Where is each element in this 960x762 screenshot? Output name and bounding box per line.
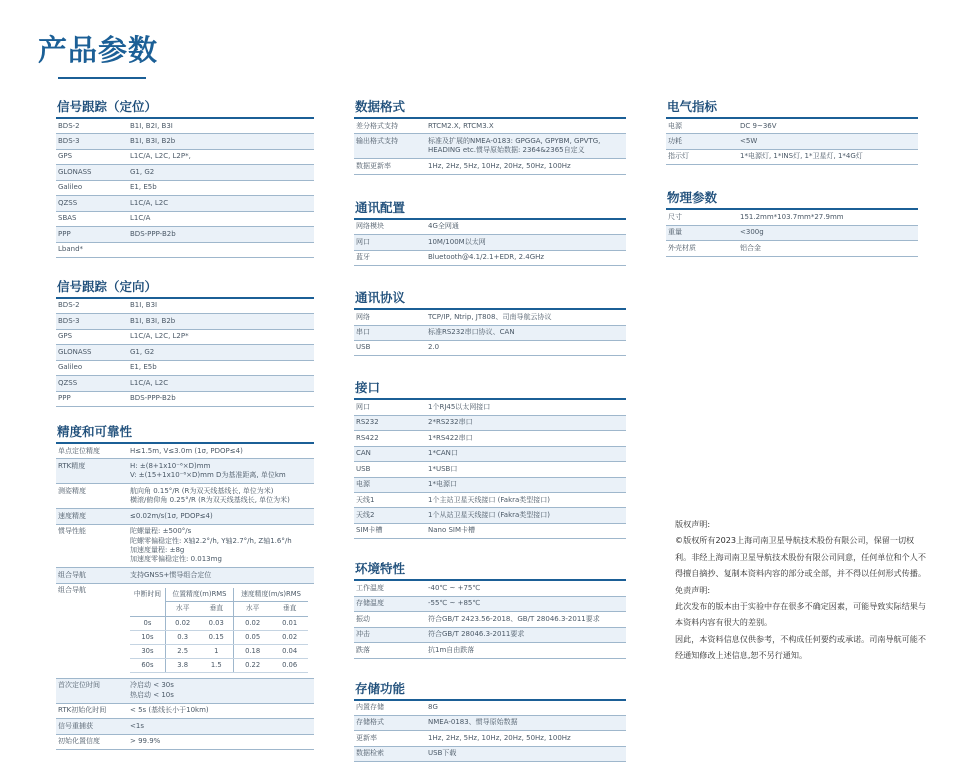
table-cell: 0.06 (271, 659, 308, 673)
table-row (56, 524, 314, 568)
table-row (354, 235, 626, 250)
section-environment (354, 557, 626, 658)
spec-key: QZSS (56, 376, 128, 391)
spec-key: 振动 (354, 612, 426, 627)
spec-table (354, 701, 626, 762)
table-row (354, 731, 626, 746)
spec-value: H≤1.5m, V≤3.0m (1σ, PDOP≤4) (128, 444, 314, 459)
spec-table (666, 210, 918, 256)
spec-value-line: 陀螺量程: ±500°/s (130, 527, 312, 536)
spec-key: 跌落 (354, 643, 426, 658)
spec-key: 冲击 (354, 627, 426, 642)
table-row (354, 431, 626, 446)
spec-key: QZSS (56, 196, 128, 211)
spec-value: L1C/A, L2C (128, 376, 314, 391)
spec-value: G1, G2 (128, 165, 314, 180)
table-row (56, 180, 314, 195)
table-cell: 1.5 (199, 659, 233, 673)
section-tracking-positioning (56, 95, 314, 258)
spec-value: 1*RS422串口 (426, 431, 626, 446)
table-row (666, 119, 918, 134)
table-row (666, 225, 918, 240)
spec-value-line: 陀螺零偏稳定性: X轴2.2°/h, Y轴2.7°/h, Z轴1.6°/h (130, 537, 312, 546)
section-title: 接口 (354, 376, 626, 400)
spec-key: 速度精度 (56, 509, 128, 524)
table-row (56, 345, 314, 360)
spec-table (56, 299, 314, 407)
spec-value: 1*电源灯, 1*INS灯, 1*卫星灯, 1*4G灯 (738, 149, 918, 164)
spec-key: RS232 (354, 415, 426, 430)
table-row (56, 734, 314, 749)
section-tracking-heading (56, 275, 314, 407)
spec-key: 重量 (666, 225, 738, 240)
spec-value: 1*CAN口 (426, 446, 626, 461)
spec-key: RTK初始化时间 (56, 703, 128, 718)
spec-value: 4G全网通 (426, 220, 626, 235)
spec-value (128, 484, 314, 509)
spec-key: BDS-2 (56, 119, 128, 134)
spec-key: 组合导航 (56, 583, 128, 678)
spec-value: L1C/A (128, 211, 314, 226)
spec-key: 蓝牙 (354, 250, 426, 265)
table-row (354, 701, 626, 716)
section-title: 通讯协议 (354, 286, 626, 310)
spec-key: USB (354, 340, 426, 355)
spec-value: 151.2mm*103.7mm*27.9mm (738, 210, 918, 225)
column-header: 垂直 (271, 602, 308, 616)
spec-value: 1Hz, 2Hz, 5Hz, 10Hz, 20Hz, 50Hz, 100Hz (426, 159, 626, 174)
section-accuracy (56, 420, 314, 750)
spec-key: 惯导性能 (56, 524, 128, 568)
column-header: 水平 (165, 602, 199, 616)
integrated-accuracy-body (130, 616, 308, 673)
table-row (354, 415, 626, 430)
spec-value: <1s (128, 719, 314, 734)
spec-key: 网口 (354, 235, 426, 250)
column-right (666, 95, 918, 257)
spec-key: SIM卡槽 (354, 523, 426, 538)
spec-key: GLONASS (56, 165, 128, 180)
spec-key: 内置存储 (354, 701, 426, 716)
spec-value: 10M/100M以太网 (426, 235, 626, 250)
spec-value: B1I, B3I, B2b (128, 134, 314, 149)
table-row (56, 299, 314, 314)
spec-value (128, 242, 314, 257)
disclaimer-heading: 免责声明: (675, 582, 929, 598)
spec-value: < 5s (基线长小于10km) (128, 703, 314, 718)
section-title: 环境特性 (354, 557, 626, 581)
section-interface (354, 376, 626, 539)
spec-value: Bluetooth@4.1/2.1+EDR, 2.4GHz (426, 250, 626, 265)
table-row (666, 241, 918, 256)
spec-key: BDS-3 (56, 134, 128, 149)
spec-value: > 99.9% (128, 734, 314, 749)
table-cell: 0.02 (165, 616, 199, 630)
spec-table (354, 119, 626, 175)
table-row (56, 678, 314, 703)
spec-value: 铝合金 (738, 241, 918, 256)
spec-key: 串口 (354, 325, 426, 340)
spec-value: RTCM2.X, RTCM3.X (426, 119, 626, 134)
spec-value-line: 航向角 0.15°/R (R为双天线基线长, 单位为米) (130, 487, 312, 496)
table-row (666, 149, 918, 164)
spec-key: 网络模块 (354, 220, 426, 235)
spec-value: 8G (426, 701, 626, 716)
table-row (354, 581, 626, 596)
table-row (354, 250, 626, 265)
section-title: 存储功能 (354, 677, 626, 701)
spec-key: BDS-2 (56, 299, 128, 314)
spec-value-line: H: ±(8+1x10⁻⁶×D)mm (130, 462, 312, 471)
table-row (354, 310, 626, 325)
spec-value: BDS-PPP-B2b (128, 227, 314, 242)
spec-value: 支持GNSS+惯导组合定位 (128, 568, 314, 583)
table-row (354, 596, 626, 611)
table-cell: 0.03 (199, 616, 233, 630)
spec-value: 1个从站卫星天线接口 (Fakra类型接口) (426, 508, 626, 523)
spec-value-line: 热启动 < 10s (130, 691, 312, 700)
table-cell: 0.04 (271, 645, 308, 659)
spec-key: 初始化置信度 (56, 734, 128, 749)
spec-table (666, 119, 918, 165)
table-cell: 0.3 (165, 630, 199, 644)
column-left (56, 95, 314, 750)
spec-table (354, 400, 626, 539)
table-row (354, 462, 626, 477)
spec-key: 组合导航 (56, 568, 128, 583)
spec-table (354, 310, 626, 356)
spec-key: 单点定位精度 (56, 444, 128, 459)
spec-value: E1, E5b (128, 180, 314, 195)
table-row (130, 616, 308, 630)
table-row (354, 643, 626, 658)
table-row (56, 314, 314, 329)
table-row (354, 627, 626, 642)
table-cell: 2.5 (165, 645, 199, 659)
table-cell: 0.01 (271, 616, 308, 630)
spec-key: 外壳材质 (666, 241, 738, 256)
spec-value: -40℃ ~ +75℃ (426, 581, 626, 596)
section-title: 信号跟踪（定向） (56, 275, 314, 299)
table-row (354, 746, 626, 761)
spec-value: 抗1m自由跌落 (426, 643, 626, 658)
spec-value: B1I, B2I, B3I (128, 119, 314, 134)
table-row (56, 196, 314, 211)
spec-key: 差分格式支持 (354, 119, 426, 134)
spec-key: 网络 (354, 310, 426, 325)
spec-key: USB (354, 462, 426, 477)
table-row (666, 134, 918, 149)
table-row (354, 119, 626, 134)
copyright-heading: 版权声明: (675, 516, 929, 532)
spec-key: 尺寸 (666, 210, 738, 225)
column-header: 速度精度(m/s)RMS (234, 588, 308, 602)
table-row (56, 568, 314, 583)
table-cell: 0s (130, 616, 165, 630)
table-row (354, 220, 626, 235)
spec-value (128, 583, 314, 678)
table-row (666, 210, 918, 225)
spec-value: <5W (738, 134, 918, 149)
spec-value: B1I, B3I (128, 299, 314, 314)
spec-value: TCP/IP, Ntrip, JT808、司南导航云协议 (426, 310, 626, 325)
table-row (56, 583, 314, 678)
table-row (354, 523, 626, 538)
spec-key: 电源 (666, 119, 738, 134)
section-data-format (354, 95, 626, 175)
spec-table (56, 119, 314, 258)
section-title: 电气指标 (666, 95, 918, 119)
spec-key: 电源 (354, 477, 426, 492)
section-storage (354, 677, 626, 762)
disclaimer-text: 因此，本资料信息仅供参考，不构成任何要约或承诺。司南导航可能不经通知修改上述信息,恕不另行通知。 (675, 631, 929, 664)
spec-key: PPP (56, 227, 128, 242)
spec-value: ≤0.02m/s(1σ, PDOP≤4) (128, 509, 314, 524)
table-row (56, 227, 314, 242)
table-cell: 3.8 (165, 659, 199, 673)
spec-key: 数据更新率 (354, 159, 426, 174)
spec-value: 2.0 (426, 340, 626, 355)
spec-key: 网口 (354, 400, 426, 415)
spec-key: GPS (56, 149, 128, 164)
disclaimer (675, 516, 929, 664)
spec-key: 工作温度 (354, 581, 426, 596)
table-row (56, 211, 314, 226)
table-cell: 0.18 (234, 645, 272, 659)
spec-value: 1Hz, 2Hz, 5Hz, 10Hz, 20Hz, 50Hz, 100Hz (426, 731, 626, 746)
table-cell: 0.15 (199, 630, 233, 644)
spec-value: 标准及扩展的NMEA-0183: GPGGA, GPYBM, GPVTG, HEADING etc.惯导原始数据: 2364&2365自定义 (426, 134, 626, 159)
spec-value: 1*电源口 (426, 477, 626, 492)
table-row (354, 715, 626, 730)
spec-value-line: V: ±(15+1x10⁻⁶×D)mm D为基准距离, 单位km (130, 471, 312, 480)
table-row (56, 509, 314, 524)
spec-value: BDS-PPP-B2b (128, 391, 314, 406)
table-cell: 0.02 (234, 616, 272, 630)
spec-value: 2*RS232串口 (426, 415, 626, 430)
spec-key: 测姿精度 (56, 484, 128, 509)
spec-value: <300g (738, 225, 918, 240)
disclaimer-text: 此次发布的版本由于实验中存在很多不确定因素，可能导致实际结果与本资料内容有很大的差别。 (675, 598, 929, 631)
integrated-accuracy-table (130, 588, 308, 673)
spec-value-line: 加速度量程: ±8g (130, 546, 312, 555)
table-cell: 30s (130, 645, 165, 659)
spec-value (128, 524, 314, 568)
spec-key: RS422 (354, 431, 426, 446)
table-row (56, 484, 314, 509)
table-cell: 10s (130, 630, 165, 644)
table-row (354, 612, 626, 627)
spec-value: 符合GB/T 2423.56-2018、GB/T 28046.3-2011要求 (426, 612, 626, 627)
section-title: 精度和可靠性 (56, 420, 314, 444)
table-row (354, 493, 626, 508)
table-row (56, 719, 314, 734)
table-row (56, 329, 314, 344)
spec-value-line: 冷启动 < 30s (130, 681, 312, 690)
spec-value: E1, E5b (128, 360, 314, 375)
spec-value: 1*USB口 (426, 462, 626, 477)
table-row (56, 444, 314, 459)
spec-table (56, 444, 314, 750)
spec-value: USB下载 (426, 746, 626, 761)
table-row (354, 477, 626, 492)
page-title: 产品参数 (38, 28, 158, 69)
section-title: 信号跟踪（定位） (56, 95, 314, 119)
spec-key: 存储格式 (354, 715, 426, 730)
table-row (56, 149, 314, 164)
spec-table (354, 581, 626, 658)
table-row (354, 400, 626, 415)
table-row (354, 340, 626, 355)
column-header: 水平 (234, 602, 272, 616)
table-cell: 60s (130, 659, 165, 673)
spec-key: PPP (56, 391, 128, 406)
spec-value: B1I, B3I, B2b (128, 314, 314, 329)
spec-value-line: 横滚/俯仰角 0.25°/R (R为双天线基线长, 单位为米) (130, 496, 312, 505)
table-row (130, 659, 308, 673)
column-middle (354, 95, 626, 762)
table-row (56, 459, 314, 484)
table-row (130, 630, 308, 644)
spec-key: 功耗 (666, 134, 738, 149)
table-row (56, 703, 314, 718)
spec-key: 信号重捕获 (56, 719, 128, 734)
spec-key: 首次定位时间 (56, 678, 128, 703)
spec-value: 标准RS232串口协议、CAN (426, 325, 626, 340)
table-header-row (130, 588, 308, 602)
spec-key: 输出格式支持 (354, 134, 426, 159)
table-cell: 1 (199, 645, 233, 659)
spec-key: 指示灯 (666, 149, 738, 164)
column-header: 位置精度(m)RMS (165, 588, 233, 602)
spec-value: -55℃ ~ +85℃ (426, 596, 626, 611)
spec-table (354, 220, 626, 266)
spec-key: SBAS (56, 211, 128, 226)
table-row (56, 376, 314, 391)
spec-value: 符合GB/T 28046.3-2011要求 (426, 627, 626, 642)
table-row (56, 242, 314, 257)
table-row (56, 165, 314, 180)
spec-value: G1, G2 (128, 345, 314, 360)
section-title: 通讯配置 (354, 196, 626, 220)
spec-key: 天线2 (354, 508, 426, 523)
spec-key: Galileo (56, 360, 128, 375)
spec-key: BDS-3 (56, 314, 128, 329)
spec-key: RTK精度 (56, 459, 128, 484)
spec-key: CAN (354, 446, 426, 461)
column-header: 垂直 (199, 602, 233, 616)
table-row (56, 360, 314, 375)
section-title: 数据格式 (354, 95, 626, 119)
table-row (56, 391, 314, 406)
spec-value (128, 678, 314, 703)
table-row (354, 446, 626, 461)
title-underline (58, 77, 146, 79)
spec-value (128, 459, 314, 484)
copyright-text: ©版权所有2023上海司南卫星导航技术股份有限公司，保留一切权利。非经上海司南卫星导航技术股份有限公司同意，任何单位和个人不得擅自摘抄、复制本资料内容的部分或全部，并不得以任何形式传播。 (675, 532, 929, 581)
table-row (56, 119, 314, 134)
spec-key: 天线1 (354, 493, 426, 508)
spec-key: GPS (56, 329, 128, 344)
column-header: 中断时间 (130, 588, 165, 616)
spec-value-line: 加速度零偏稳定性: 0.013mg (130, 555, 312, 564)
section-comm-protocol (354, 286, 626, 356)
spec-key: Lband* (56, 242, 128, 257)
spec-value: Nano SIM卡槽 (426, 523, 626, 538)
table-cell: 0.22 (234, 659, 272, 673)
table-row (56, 134, 314, 149)
section-title: 物理参数 (666, 186, 918, 210)
section-comm-config (354, 196, 626, 266)
spec-key: Galileo (56, 180, 128, 195)
table-row (130, 645, 308, 659)
spec-value: 1个RJ45以太网接口 (426, 400, 626, 415)
section-physical (666, 186, 918, 256)
spec-value: 1个主站卫星天线接口 (Fakra类型接口) (426, 493, 626, 508)
spec-key: 存储温度 (354, 596, 426, 611)
spec-value: DC 9~36V (738, 119, 918, 134)
table-row (354, 325, 626, 340)
spec-value: L1C/A, L2C (128, 196, 314, 211)
table-row (354, 134, 626, 159)
section-electrical (666, 95, 918, 165)
table-row (354, 508, 626, 523)
spec-value: NMEA-0183、惯导原始数据 (426, 715, 626, 730)
table-cell: 0.02 (271, 630, 308, 644)
table-row (354, 159, 626, 174)
spec-value: L1C/A, L2C, L2P* (128, 329, 314, 344)
table-cell: 0.05 (234, 630, 272, 644)
spec-value: L1C/A, L2C, L2P*, (128, 149, 314, 164)
spec-key: 更新率 (354, 731, 426, 746)
spec-key: 数据检索 (354, 746, 426, 761)
spec-key: GLONASS (56, 345, 128, 360)
